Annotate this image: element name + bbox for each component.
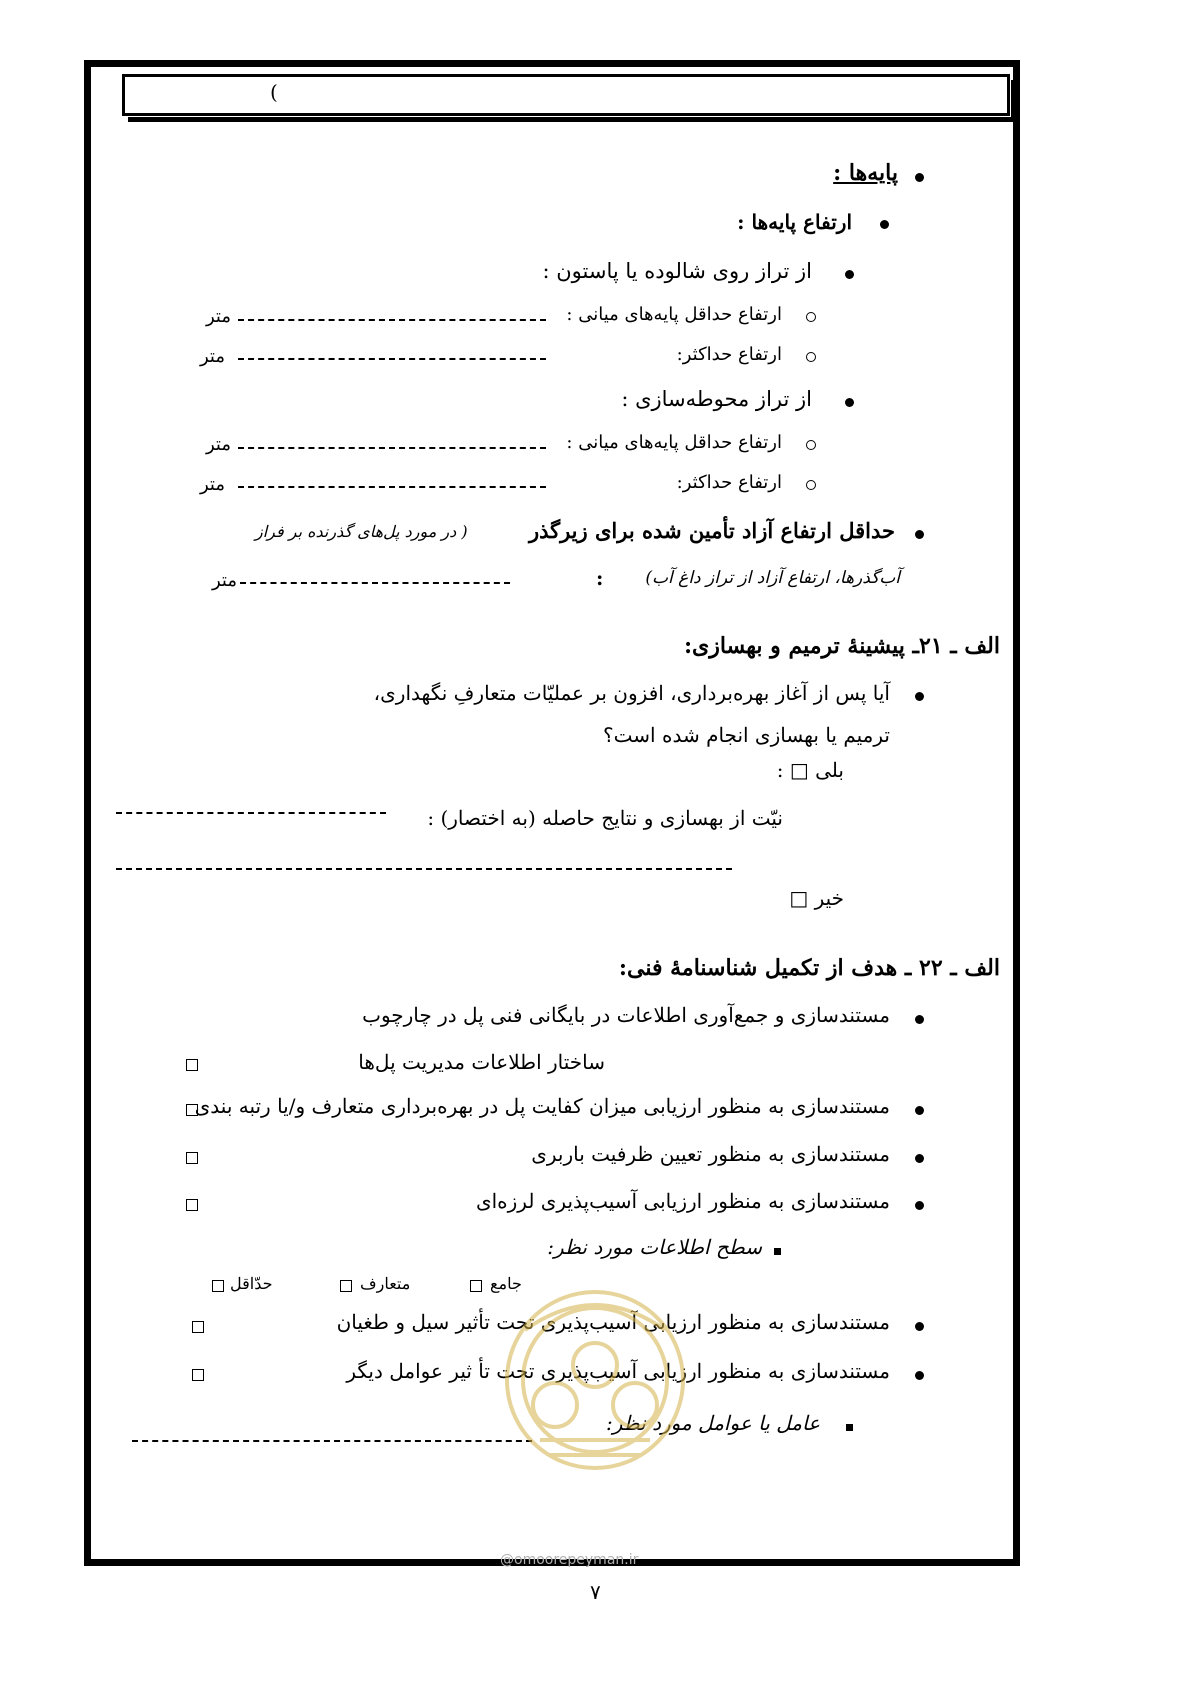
goal-item-6: مستندسازی به منظور ارزیابی آسیب‌پذیری تحت تأ ثیر عوامل دیگر [346, 1359, 890, 1383]
bullet-icon [915, 1154, 924, 1163]
circle-bullet-icon [806, 312, 816, 322]
min-mid-height-label: ارتفاع حداقل پایه‌های میانی : [566, 304, 782, 325]
info-level-label: سطح اطلاعات مورد نظر: [547, 1235, 762, 1259]
bullet-icon [845, 398, 854, 407]
page-number: ۷ [590, 1580, 601, 1604]
bullet-icon [845, 270, 854, 279]
intent-field-line-1[interactable] [116, 812, 386, 814]
min-mid-height-field[interactable] [238, 319, 546, 321]
circle-bullet-icon [806, 352, 816, 362]
clearance-title: حداقل ارتفاع آزاد تأمین شده برای زیرگذر [528, 518, 895, 543]
min-mid-height-field-2[interactable] [238, 447, 546, 449]
level-normal-label: متعارف [360, 1274, 411, 1293]
goal-item-4: مستندسازی به منظور ارزیابی آسیب‌پذیری لرزه‌ای [475, 1189, 890, 1213]
circle-bullet-icon [806, 440, 816, 450]
min-mid-height-label-2: ارتفاع حداقل پایه‌های میانی : [566, 432, 782, 453]
goal-item-6-checkbox[interactable] [192, 1369, 204, 1381]
question-line-2: ترمیم یا بهسازی انجام شده است؟ [603, 723, 890, 747]
header-text: ( [270, 80, 278, 104]
max-height-field[interactable] [238, 358, 546, 360]
yes-option[interactable]: بلی □ : [776, 758, 844, 782]
goal-item-2: مستندسازی به منظور ارزیابی میزان کفایت پل در بهره‌برداری متعارف و/یا رتبه بندی [194, 1094, 890, 1118]
factors-field[interactable] [132, 1440, 532, 1442]
bullet-icon [915, 1015, 924, 1024]
goal-item-3: مستندسازی به منظور تعیین ظرفیت باربری [531, 1142, 890, 1166]
clearance-colon: : [596, 566, 604, 590]
from-landscape-label: از تراز محوطه‌سازی : [621, 387, 812, 411]
unit-meter: متر [200, 346, 226, 367]
unit-meter: متر [206, 306, 232, 327]
unit-meter: متر [206, 434, 232, 455]
bullet-icon [880, 220, 889, 229]
seal-watermark-icon [495, 1270, 695, 1490]
bullet-icon [915, 1106, 924, 1115]
square-bullet-icon [846, 1424, 853, 1431]
watermark-text: @omoorepeyman.ir [500, 1552, 639, 1568]
level-normal-checkbox[interactable] [340, 1280, 352, 1292]
unit-meter: متر [200, 474, 226, 495]
bullet-icon [915, 173, 924, 182]
intent-label: نیّت از بهسازی و نتایج حاصله (به اختصار) : [427, 806, 783, 830]
intent-field-line-2[interactable] [116, 868, 732, 870]
clearance-field[interactable] [240, 582, 510, 584]
pillar-height-title: ارتفاع پایه‌ها : [737, 210, 852, 234]
level-full-label: جامع [490, 1274, 522, 1293]
clearance-note-2: آب‌گذرها، ارتفاع آزاد از تراز داغ آب) [645, 568, 900, 588]
question-line-1: آیا پس از آغاز بهره‌برداری، افزون بر عملیّات متعارفِ نگهداری، [373, 681, 890, 705]
clearance-note-1: ( در مورد پل‌های گذرنده بر فراز [255, 522, 468, 541]
bullet-icon [915, 1371, 924, 1380]
goal-item-1-checkbox[interactable] [186, 1059, 198, 1071]
goal-item-4-checkbox[interactable] [186, 1199, 198, 1211]
level-min-checkbox[interactable] [212, 1280, 224, 1292]
goal-item-1-line-2: ساختار اطلاعات مدیریت پل‌ها [358, 1050, 605, 1074]
goal-item-3-checkbox[interactable] [186, 1152, 198, 1164]
bullet-icon [915, 692, 924, 701]
factors-label: عامل یا عوامل مورد نظر: [605, 1411, 820, 1435]
max-height-field-2[interactable] [238, 486, 546, 488]
bullet-icon [915, 1322, 924, 1331]
max-height-label-2: ارتفاع حداکثر: [676, 472, 782, 493]
max-height-label: ارتفاع حداکثر: [676, 344, 782, 365]
goal-item-2-checkbox[interactable] [186, 1104, 198, 1116]
bullet-icon [915, 1201, 924, 1210]
goal-item-5-checkbox[interactable] [192, 1321, 204, 1333]
header-box [122, 74, 1010, 116]
goal-item-5: مستندسازی به منظور ارزیابی آسیب‌پذیری تحت تأثیر سیل و طغیان [336, 1310, 890, 1334]
from-foundation-label: از تراز روی شالوده یا پاستون : [542, 259, 812, 283]
bullet-icon [915, 530, 924, 539]
level-min-label: حدّاقل [230, 1274, 273, 1293]
section-21-title: الف ـ ۲۱ـ پیشینۀ ترمیم و بهسازی: [683, 633, 1000, 659]
square-bullet-icon [774, 1248, 781, 1255]
unit-meter: متر [212, 570, 238, 591]
goal-item-1-line-1: مستندسازی و جمع‌آوری اطلاعات در بایگانی فنی پل در چارچوب [362, 1003, 890, 1027]
pillars-title: پایه‌ها : [833, 160, 898, 186]
circle-bullet-icon [806, 480, 816, 490]
level-full-checkbox[interactable] [470, 1280, 482, 1292]
section-22-title: الف ـ ۲۲ ـ هدف از تکمیل شناسنامۀ فنی: [618, 955, 1000, 981]
no-option[interactable]: خیر □ [789, 886, 844, 910]
